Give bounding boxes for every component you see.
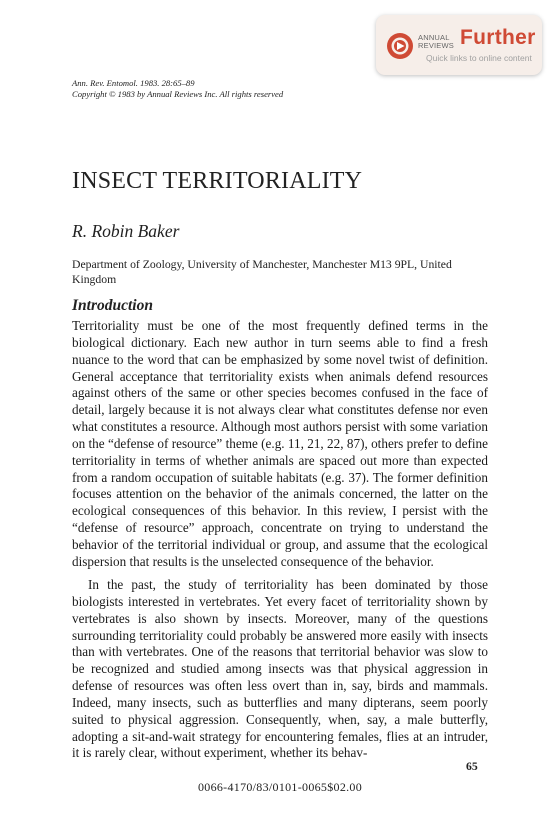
journal-citation (72, 78, 283, 100)
article-title: INSECT TERRITORIALITY (72, 168, 363, 194)
author-affiliation: Department of Zoology, University of Manchester, Manchester M13 9PL, United Kingdom (72, 258, 452, 286)
citation-line: Ann. Rev. Entomol. 1983. 28:65–89 (72, 78, 195, 88)
further-subtitle: Quick links to online content (426, 53, 532, 63)
section-heading: Introduction (72, 297, 153, 314)
body-paragraph: Territoriality must be one of the most frequently defined terms in the biological dictionary. Each new author in turn seems able to find a fresh nuance to the word that can be emphasized by some novel twist of definition. General acceptance that territoriality exists when animals defend resources against others of the same or other species becomes confused in the face of detail, largely because it is not always clear what constitutes defense nor even what constitutes a resource. Although most authors persist with some variation on the “defense of resource” theme (e.g. 11, 21, 22, 87), others prefer to define territoriality in terms of whether animals are spaced out more than expected from a random occupation of suitable habitats (e.g. 37). The former definition focuses attention on the behavior of the animals concerned, the latter on the ecological consequences of this behavior. In this review, I persist with the “defense of resource” approach, concentrate on trying to understand the behavior of the territorial individual or group, and assume that the ecological dispersion that results is the unselected consequence of the behavior. (72, 318, 488, 569)
copyright-line: Copyright © 1983 by Annual Reviews Inc. All rights reserved (72, 89, 284, 99)
page-number: 65 (466, 760, 478, 773)
annual-reviews-logo-icon (386, 32, 414, 60)
further-badge[interactable] (376, 15, 542, 75)
further-wordmark: Further (460, 26, 536, 49)
author-name: R. Robin Baker (72, 221, 180, 241)
annual-reviews-label: ANNUAL REVIEWS (418, 33, 454, 50)
body-paragraph: In the past, the study of territoriality has been dominated by those biologists interested in vertebrates. Yet every facet of territoriality shown by vertebrates is also shown by insects. Moreover, many of the questions surrounding territoriality could probably be answered more easily with insects than with vertebrates. One of the reasons that territorial behavior was slow to be recognized and studied among insects was that physical aggression in defense of resources was often less overt than in, say, birds and mammals. Indeed, many insects, such as butterflies and many dipterans, seem poorly suited to physical aggression. Consequently, when, say, a male butterfly, adopting a sit-and-wait strategy for encountering females, flies at an intruder, it is rarely clear, without experiment, whether its behav- (72, 577, 488, 761)
article-code: 0066-4170/83/0101-0065$02.00 (197, 780, 363, 794)
